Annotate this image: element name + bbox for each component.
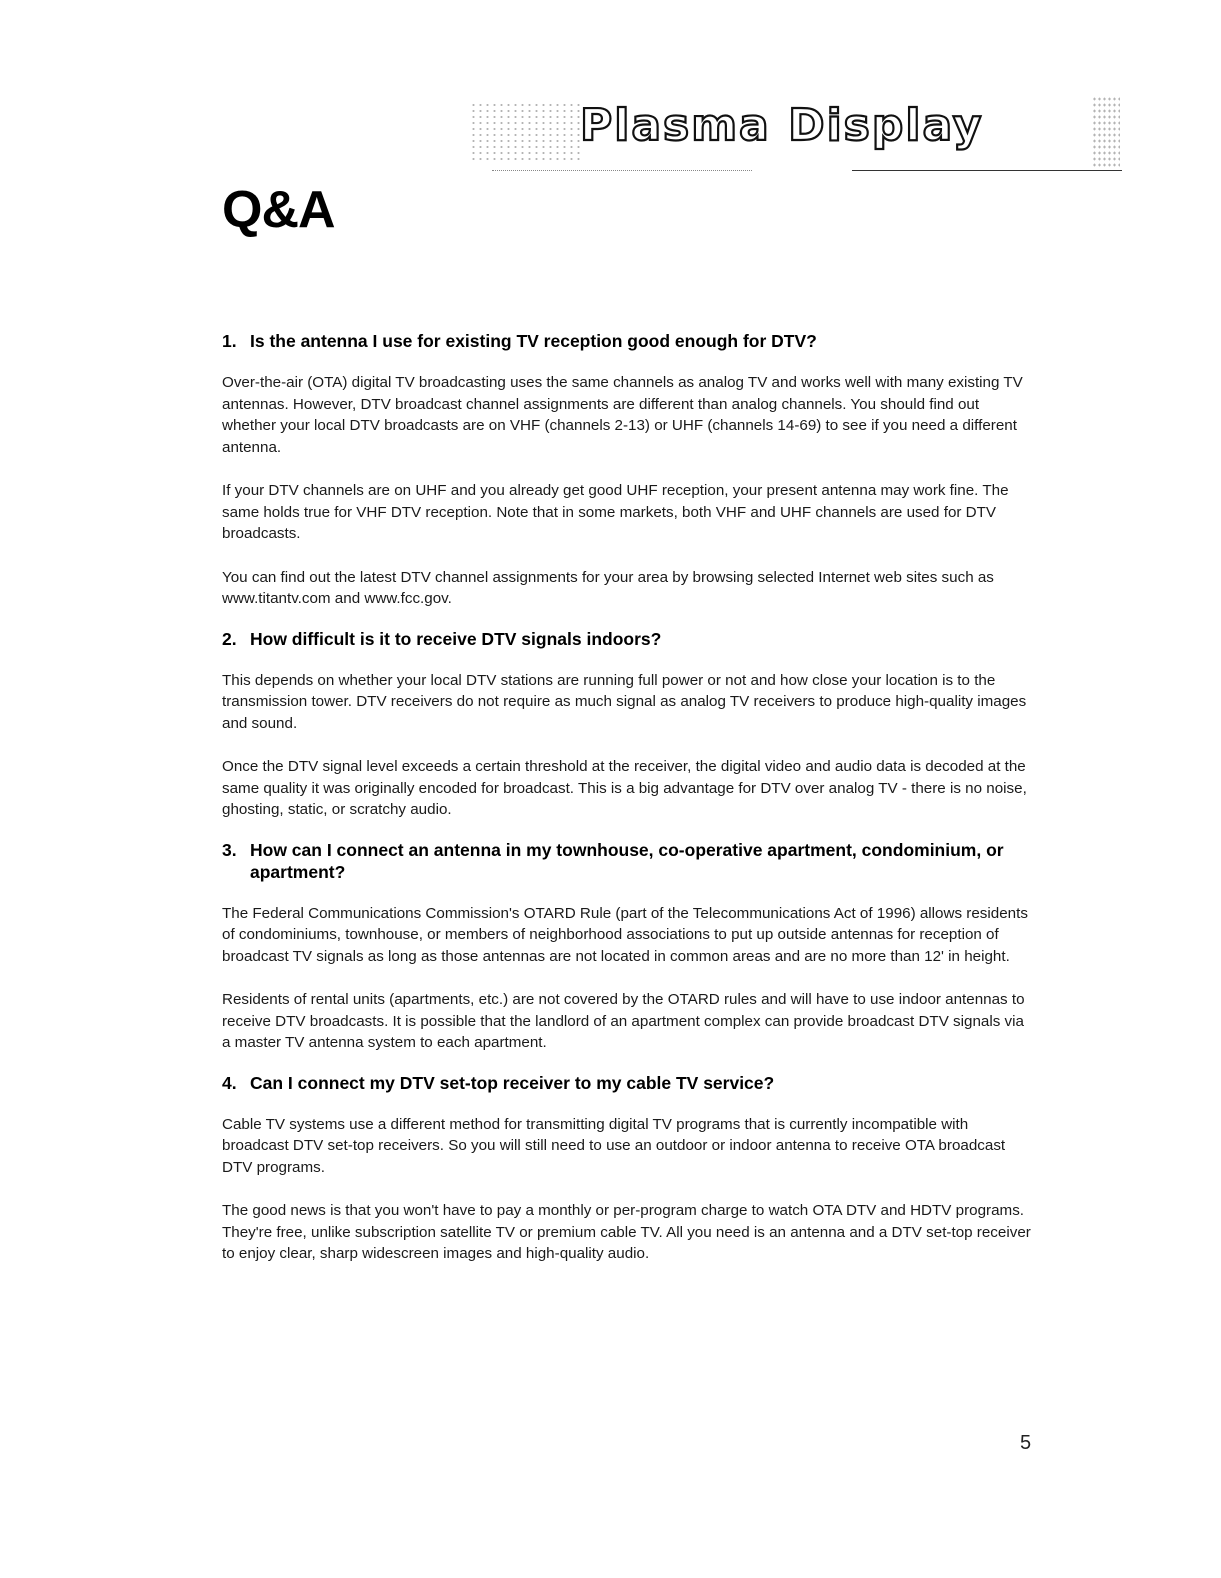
answer-paragraph: If your DTV channels are on UHF and you already get good UHF reception, your present antenna may work fine. The same holds true for VHF DTV reception. Note that in some markets, both VHF and UHF channels are used for DTV broadcasts. [222, 482, 1009, 542]
question-number: 3. [222, 839, 237, 860]
plasma-display-logo [462, 92, 1122, 178]
question-4 [222, 1072, 1032, 1094]
question-2 [222, 628, 1032, 650]
answer-paragraph: Cable TV systems use a different method for transmitting digital TV programs that is currently incompatible with broadcast DTV set-top receivers. So you will still need to use an outdoor or indoor antenna to receive OTA broadcast DTV programs. [222, 1115, 1006, 1176]
question-text: Is the antenna I use for existing TV reception good enough for DTV? [250, 331, 817, 351]
question-1 [222, 330, 1032, 352]
logo-dot-pattern [470, 102, 580, 162]
logo-text: Plasma Display [580, 100, 984, 151]
qa-content [222, 330, 1032, 1287]
qa-section-3 [222, 839, 1032, 1054]
logo-dashed-rule [492, 170, 752, 171]
answer-paragraph: Once the DTV signal level exceeds a certain threshold at the receiver, the digital video and audio data is decoded at the same quality it was originally encoded for broadcast. This is a big advantage for DTV over analog TV - there is no noise, ghosting, static, or scratchy audio. [222, 758, 1027, 818]
page-title: Q&A [222, 181, 335, 239]
qa-section-4 [222, 1072, 1032, 1265]
answer-paragraph: The Federal Communications Commission's OTARD Rule (part of the Telecommunications Act of 1996) allows residents of condominiums, townhouse, or members of neighborhood associations to put up outside antennas for reception of broadcast TV signals as long as those antennas are not located in common areas and are no more than 12' in height. [222, 904, 1028, 965]
answer-paragraph: This depends on whether your local DTV stations are running full power or not and how close your location is to the transmission tower. DTV receivers do not require as much signal as analog TV receivers to produce high-quality images and sound. [222, 671, 1027, 732]
question-3 [222, 839, 1032, 883]
qa-section-1 [222, 330, 1032, 610]
logo-side-dot-pattern [1092, 96, 1120, 168]
logo-underline [852, 170, 1122, 171]
question-text: Can I connect my DTV set-top receiver to my cable TV service? [250, 1072, 775, 1093]
question-text: How difficult is it to receive DTV signals indoors? [250, 628, 662, 649]
question-number: 4. [222, 1072, 237, 1093]
question-text: How can I connect an antenna in my townhouse, co-operative apartment, condominium, or apartment? [250, 839, 1004, 882]
question-number: 2. [222, 628, 237, 649]
answer-paragraph: You can find out the latest DTV channel assignments for your area by browsing selected Internet web sites such as www.titantv.com and www.fcc.gov. [222, 568, 994, 607]
qa-section-2 [222, 628, 1032, 821]
page-number: 5 [1020, 1432, 1032, 1454]
answer-paragraph: Over-the-air (OTA) digital TV broadcasting uses the same channels as analog TV and works well with many existing TV antennas. However, DTV broadcast channel assignments are different than analog channels. You should find out whether your local DTV broadcasts are on VHF (channels 2-13) or UHF (channels 14-69) to see if you need a different antenna. [222, 374, 1023, 456]
answer-paragraph: Residents of rental units (apartments, etc.) are not covered by the OTARD rules and will have to use indoor antennas to receive DTV broadcasts. It is possible that the landlord of an apartment complex can provide broadcast DTV signals via a master TV antenna system to each apartment. [222, 991, 1025, 1051]
question-number: 1. [222, 331, 237, 351]
answer-paragraph: The good news is that you won't have to pay a monthly or per-program charge to watch OTA DTV and HDTV programs. They're free, unlike subscription satellite TV or premium cable TV. All you need is an antenna and a DTV set-top receiver to enjoy clear, sharp widescreen images and high-quality audio. [222, 1202, 1031, 1262]
